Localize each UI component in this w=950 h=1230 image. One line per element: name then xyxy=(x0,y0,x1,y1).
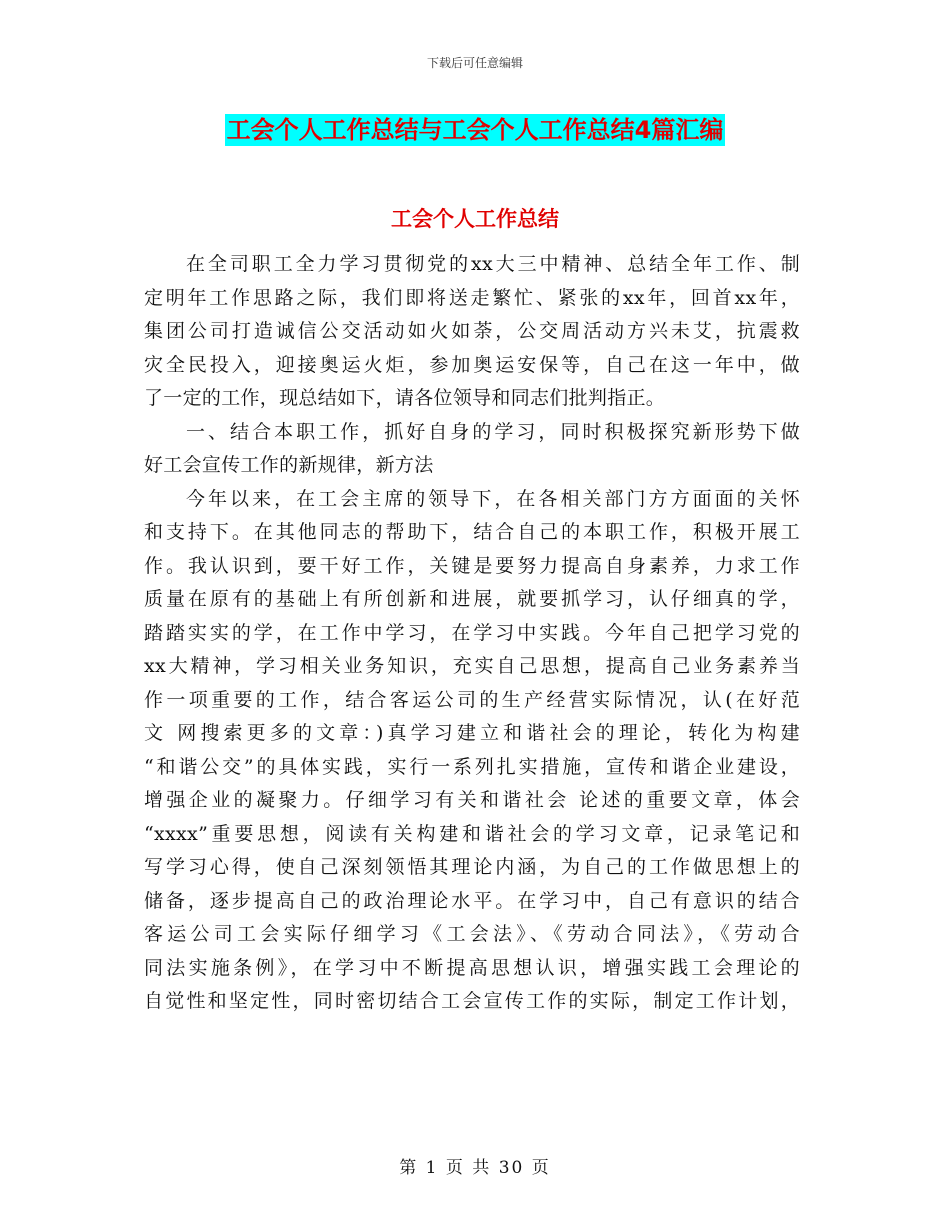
body-line: 作。我认识到，要干好工作，关键是要努力提高自身素养，力求工作 xyxy=(144,554,800,577)
body-line: 质量在原有的基础上有所创新和进展，就要抓学习，认仔细真的学， xyxy=(144,588,800,610)
body-line: 自觉性和坚定性，同时密切结合工会宣传工作的实际，制定工作计划， xyxy=(144,990,800,1012)
body-line: 同法实施条例》，在学习中不断提高思想认识，增强实践工会理论的 xyxy=(144,956,800,979)
body-line: 好工会宣传工作的新规律，新方法 xyxy=(144,454,434,476)
body-line: “xxxx”重要思想，阅读有关构建和谐社会的学习文章，记录笔记和 xyxy=(144,822,800,845)
body-line: 客运公司工会实际仔细学习《工会法》、《劳动合同法》，《劳动合 xyxy=(144,923,800,945)
body-line: 和支持下。在其他同志的帮助下，结合自己的本职工作，积极开展工 xyxy=(144,521,800,543)
body-text xyxy=(144,248,800,1019)
body-line: 储备，逐步提高自己的政治理论水平。在学习中，自己有意识的结合 xyxy=(144,889,800,912)
body-line: 写学习心得，使自己深刻领悟其理论内涵，为自己的工作做思想上的 xyxy=(144,856,800,878)
header-note: 下载后可任意编辑 xyxy=(426,56,523,70)
body-line: 今年以来，在工会主席的领导下，在各相关部门方方面面的关怀 xyxy=(186,487,800,510)
page-number-footer: 第 1 页 共 30 页 xyxy=(399,1158,551,1178)
body-line: 踏踏实实的学，在工作中学习，在学习中实践。今年自己把学习党的 xyxy=(144,621,800,644)
document-title-container xyxy=(0,114,950,146)
section-title: 工会个人工作总结 xyxy=(391,207,559,231)
body-line: 在全司职工全力学习贯彻党的xx大三中精神、总结全年工作、制 xyxy=(186,253,800,275)
body-line: 了一定的工作，现总结如下，请各位领导和同志们批判指正。 xyxy=(144,387,666,409)
body-line: 集团公司打造诚信公交活动如火如荼，公交周活动方兴未艾，抗震救 xyxy=(144,320,800,342)
body-line: 灾全民投入，迎接奥运火炬，参加奥运安保等，自己在这一年中，做 xyxy=(144,353,800,376)
body-line: 文 网搜索更多的文章：)真学习建立和谐社会的理论，转化为构建 xyxy=(144,722,800,744)
body-line: “和谐公交”的具体实践，实行一系列扎实措施，宣传和谐企业建设， xyxy=(144,755,800,778)
document-title: 工会个人工作总结与工会个人工作总结4篇汇编 xyxy=(226,116,724,144)
body-line: 作一项重要的工作，结合客运公司的生产经营实际情况，认(在好范 xyxy=(144,688,800,711)
body-line: 定明年工作思路之际，我们即将送走繁忙、紧张的xx年，回首xx年， xyxy=(144,286,800,309)
body-line: xx大精神，学习相关业务知识，充实自己思想，提高自己业务素养当 xyxy=(144,655,800,677)
body-line: 增强企业的凝聚力。仔细学习有关和谐社会 论述的重要文章，体会 xyxy=(144,789,800,811)
body-line: 一、结合本职工作，抓好自身的学习，同时积极探究新形势下做 xyxy=(186,420,800,443)
